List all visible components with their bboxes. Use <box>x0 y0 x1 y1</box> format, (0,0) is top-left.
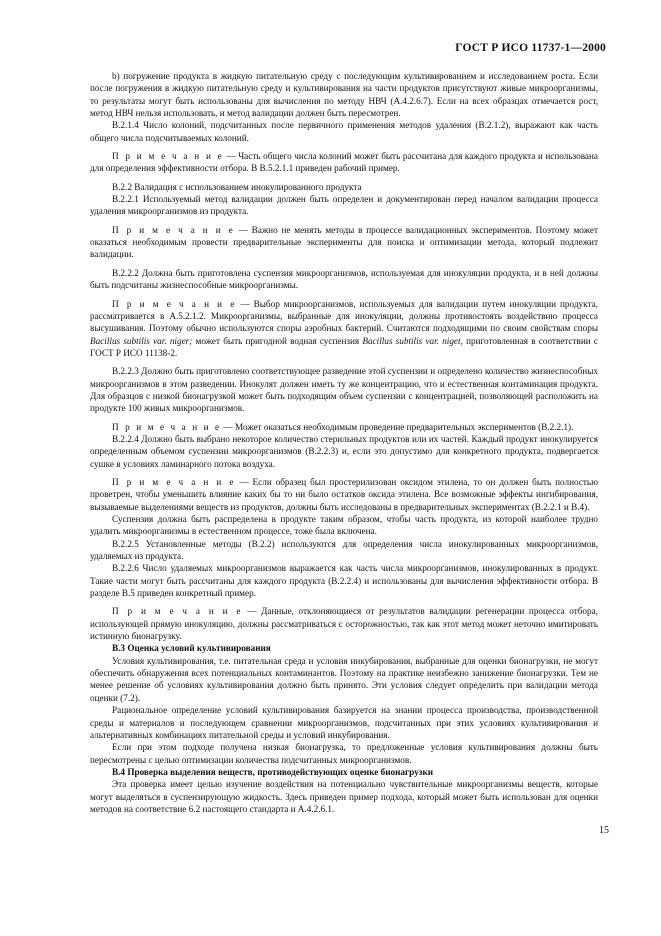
standard-header: ГОСТ Р ИСО 11737-1—2000 <box>455 42 606 54</box>
section-heading: В.4 Проверка выделения веществ, противодействующих оценке бионагрузки <box>112 766 434 777</box>
paragraph: В.2.2 Валидация с использованием инокулированного продукта <box>112 181 362 192</box>
paragraph: В.2.2.2 Должна быть приготовлена суспензия микроорганизмов, используемая для инокуляции продукта, и в ней должны быть подсчитаны жизнеспособные микроорганизмы. <box>90 267 598 291</box>
paragraph: В.2.2.1 Используемый метод валидации должен быть определен и документирован перед началом валидации процесса удаления микроорганизмов из продукта. <box>90 194 598 217</box>
document-body <box>90 70 598 815</box>
note-label: П р и м е ч а н и е <box>112 476 236 487</box>
paragraph: b) погружение продукта в жидкую питательную среду с последующим культивированием и исследованием роста. Если после погружения в жидкую питательную среду и культивирования на части продуктов присутствуют живые микроорганизмы, то результаты могут быть использованы для вычисления по методу НВЧ (А.4.2.6.7). Если на всех образцах отмечается рост, метод НВЧ нельзя использовать, и метод валидации должен быть пересмотрен. <box>90 71 598 119</box>
note-label: П р и м е ч а н и е <box>112 298 237 309</box>
note <box>90 421 598 433</box>
note <box>90 605 598 642</box>
note-text: — Важно не менять методы в процессе валидационных экспериментов. Поэтому может оказаться необходимым провести предварительные эксперименты для поиска и оптимизации метода, который подлежит валидации. <box>90 224 598 260</box>
note-text: — Данные, отклоняющиеся от результатов валидации регенерации процесса отбора, использующей прямую инокуляцию, должны рассматриваться с осторожностью, так как этот метод может неточно имитировать истинную бионагрузку. <box>90 606 598 642</box>
paragraph: В.2.2.6 Число удаляемых микроорганизмов выражается как часть числа микроорганизмов, инокулированных в продукт. Такие части могут быть рассчитаны для каждого продукта (В.2.2.4) и использованы для вычисления эффективности отбора. В разделе В.5 приведен конкретный пример. <box>90 563 598 599</box>
note-label: П р и м е ч а н и е <box>112 151 224 162</box>
paragraph: В.2.1.4 Число колоний, подсчитанных после первичного применения методов удаления (В.2.1.2), выражают как часть общего числа подсчитываемых колоний. <box>90 120 598 143</box>
paragraph: В.2.2.4 Должно быть выбрано некоторое количество стерильных продуктов или их частей. Каждый продукт инокулируется определенным объемом суспензии микроорганизмов (В.2.2.3) и, если это допустимо для конкретного продукта, подвергается сушке в условиях ламинарного потока воздуха. <box>90 433 598 469</box>
note-text: — Часть общего числа колоний может быть рассчитана для каждого продукта и использована для определения эффективности отбора. В В.5.2.1.1 приведен рабочий пример. <box>90 151 598 174</box>
paragraph: В.2.2.5 Установленные методы (В.2.2) используются для определения числа инокулированных микроорганизмов, удаляемых из продукта. <box>90 538 598 562</box>
page-number: 15 <box>599 825 609 836</box>
note-text: — Если образец был простерилизован оксидом этилена, то он должен быть полностью проветрен, чтобы уменьшить влияние каких бы то ни было остатков оксида этилена. Все возможные эффекты ингибирования, вызываемые выделениями веществ из продуктов, должны быть исследованы в предварительных экспериментах (В.2.2.1 и В.4). <box>90 476 598 512</box>
paragraph: Суспензия должна быть распределена в продукте таким образом, чтобы часть продукта, из которой наиболее трудно удалить микроорганизмы в естественном процессе, тоже была включена. <box>90 514 598 537</box>
note-text: — Может оказаться необходимым проведение предварительных экспериментов (В.2.2.1). <box>221 421 574 432</box>
note-label: П р и м е ч а н и е <box>112 224 235 235</box>
paragraph: Условия культивирования, т.е. питательная среда и условия инкубирования, выбранные для оценки бионагрузки, не могут обеспечить обнаружения всех потенциальных контаминантов. Поэтому на практике неизбежно занижение бионагрузки. Тем не менее решение об условиях культивирования должно быть принято. Эти условия следует определить при валидации метода оценки (7.2). <box>90 655 598 703</box>
note-label: П р и м е ч а н и е <box>112 421 222 432</box>
paragraph: Если при этом подходе получена низкая бионагрузка, то предложенные условия культивирования должны быть пересмотрены с целью оптимизации количества подсчитанных микроорганизмов. <box>90 742 598 765</box>
species-name: Bacillus subtilis var. niger; <box>90 335 193 346</box>
note <box>90 298 598 360</box>
note-text: может быть пригодной водная суспензия <box>192 335 363 346</box>
species-name: Bacillus subtilis var. niget <box>362 335 461 346</box>
paragraph: Эта проверка имеет целью изучение воздействия на потенциально чувствительные микроорганизмы веществ, которые могут выделяться в суспензирующую жидкость. Здесь приведен пример подхода, который может быть использован для оценки методов на соответствие 6.2 настоящего стандарта и А.4.2.6.1. <box>90 779 598 814</box>
note <box>90 150 598 175</box>
paragraph: В.2.2.3 Должно быть приготовлено соответствующее разведение этой суспензии и определено количество жизнеспособных микроорганизмов в этом разведении. Инокулят должен иметь ту же концентрацию, что и естественная контаминация продукта. Для образцов с низкой бионагрузкой может быть подходящим объем суспензии с концентрацией, позволяющей расположить на продукте 100 живых микроорганизмов. <box>90 366 598 414</box>
note-text: — Выбор микроорганизмов, используемых для валидации путем инокуляции продукта, рассматривается в А.5.2.1.2. Микроорганизмы, выбранные для инокуляции, должны противостоять воздействию процесса высушивания. Поэтому обычно используются споры аэробных бактерий. Считаются подходящими по своим свойствам споры <box>90 298 598 334</box>
note <box>90 476 598 513</box>
section-heading: В.3 Оценка условий культивирования <box>112 643 271 654</box>
note-label: П р и м е ч а н и е <box>112 606 243 617</box>
paragraph: Рациональное определение условий культивирования базируется на знании процесса производства, производственной среды и материалов и последующем сравнении микроорганизмов, подсчитанных при этих условиях культивирования и альтернативных комбинациях питательной среды и условий инкубирования. <box>90 705 598 740</box>
note <box>90 224 598 261</box>
note-text: , приготовленная в соответствии с ГОСТ Р ИСО 11138-2. <box>90 335 598 358</box>
